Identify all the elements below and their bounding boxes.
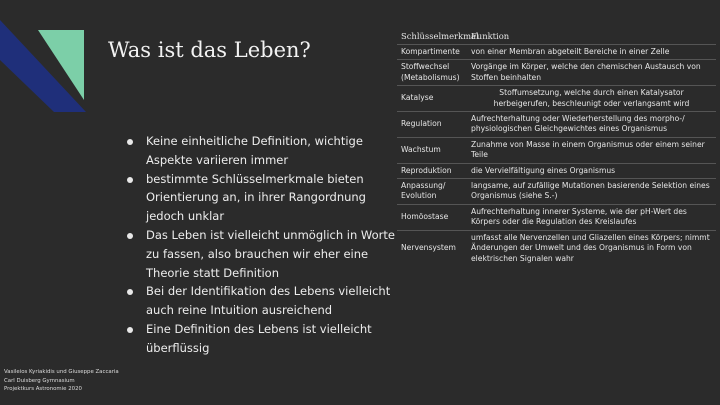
table-header-row bbox=[397, 29, 716, 45]
footer-credits bbox=[4, 368, 204, 394]
row-term: Katalyse bbox=[397, 86, 459, 112]
bullet-dot-icon bbox=[127, 327, 133, 333]
bullet-dot-icon bbox=[127, 139, 133, 145]
row-function: Aufrechterhaltung innerer Systeme, wie der pH-Wert des Körpers oder die Regulation des Kreislaufes bbox=[459, 204, 716, 230]
row-function: von einer Membran abgeteilt Bereiche in einer Zelle bbox=[459, 45, 716, 60]
corner-decoration bbox=[0, 0, 90, 112]
bullet-text: bestimmte Schlüsselmerkmale bieten Orientierung an, in ihrer Rangordnung jedoch unklar bbox=[146, 171, 366, 224]
row-function: Stoffumsetzung, welche durch einen Katalysator herbeigerufen, beschleunigt oder verlangsamt wird bbox=[459, 86, 716, 112]
row-function: langsame, auf zufällige Mutationen basierende Selektion eines Organismus (siehe S.-) bbox=[459, 179, 716, 205]
row-term: Anpassung/ Evolution bbox=[397, 179, 459, 205]
row-function: Vorgänge im Körper, welche den chemischen Austausch von Stoffen beinhalten bbox=[459, 60, 716, 86]
bullet-dot-icon bbox=[127, 233, 133, 239]
bullet-dot-icon bbox=[127, 177, 133, 183]
row-term: Nervensystem bbox=[397, 230, 459, 266]
bullet-item bbox=[126, 282, 396, 320]
row-function: Zunahme von Masse in einem Organismus oder einem seiner Teile bbox=[459, 137, 716, 163]
bullet-item bbox=[126, 226, 396, 282]
header-term: Schlüsselmerkmal bbox=[401, 31, 479, 41]
row-term: Reproduktion bbox=[397, 163, 459, 178]
table-row bbox=[397, 179, 716, 205]
bullet-list bbox=[126, 132, 396, 358]
bullet-item bbox=[126, 132, 396, 170]
table-row bbox=[397, 163, 716, 178]
bullet-text: Eine Definition des Lebens ist vielleicht überflüssig bbox=[146, 321, 372, 355]
table-row bbox=[397, 60, 716, 86]
features-table bbox=[397, 29, 716, 266]
bullet-text: Bei der Identifikation des Lebens vielleicht auch reine Intuition ausreichend bbox=[146, 284, 391, 318]
row-term: Stoffwechsel (Metabolismus) bbox=[397, 60, 459, 86]
bullet-item bbox=[126, 170, 396, 226]
row-function: die Vervielfältigung eines Organismus bbox=[459, 163, 716, 178]
footer-course: Projektkurs Astronomie 2020 bbox=[4, 386, 82, 393]
row-term: Homöostase bbox=[397, 204, 459, 230]
footer-school: Carl Duisberg Gymnasium bbox=[4, 377, 75, 384]
row-term: Kompartimente bbox=[397, 45, 459, 60]
row-function: umfasst alle Nervenzellen und Gliazellen eines Körpers; nimmt Änderungen der Umwelt und des Organismus in Form von elektrischen Signalen wahr bbox=[459, 230, 716, 266]
header-function: Funktion bbox=[471, 31, 510, 41]
table-row bbox=[397, 137, 716, 163]
table-row bbox=[397, 86, 716, 112]
footer-authors: Vasileios Kyriakidis und Giuseppe Zaccaria bbox=[4, 369, 119, 375]
table-row bbox=[397, 230, 716, 266]
slide-title: Was ist das Leben? bbox=[108, 38, 311, 62]
row-term: Regulation bbox=[397, 112, 459, 138]
row-function: Aufrechterhaltung oder Wiederherstellung des morpho-/ physiologischen Gleichgewichtes eines Organismus bbox=[459, 112, 716, 138]
bullet-text: Keine einheitliche Definition, wichtige Aspekte variieren immer bbox=[146, 134, 363, 167]
table-row bbox=[397, 112, 716, 138]
bullet-dot-icon bbox=[127, 289, 133, 295]
bullet-text: Das Leben ist vielleicht unmöglich in Worte zu fassen, also brauchen wir eher eine Theorie statt Definition bbox=[146, 227, 395, 280]
table-row bbox=[397, 45, 716, 60]
row-term: Wachstum bbox=[397, 137, 459, 163]
table-row bbox=[397, 204, 716, 230]
bullet-item bbox=[126, 320, 396, 358]
